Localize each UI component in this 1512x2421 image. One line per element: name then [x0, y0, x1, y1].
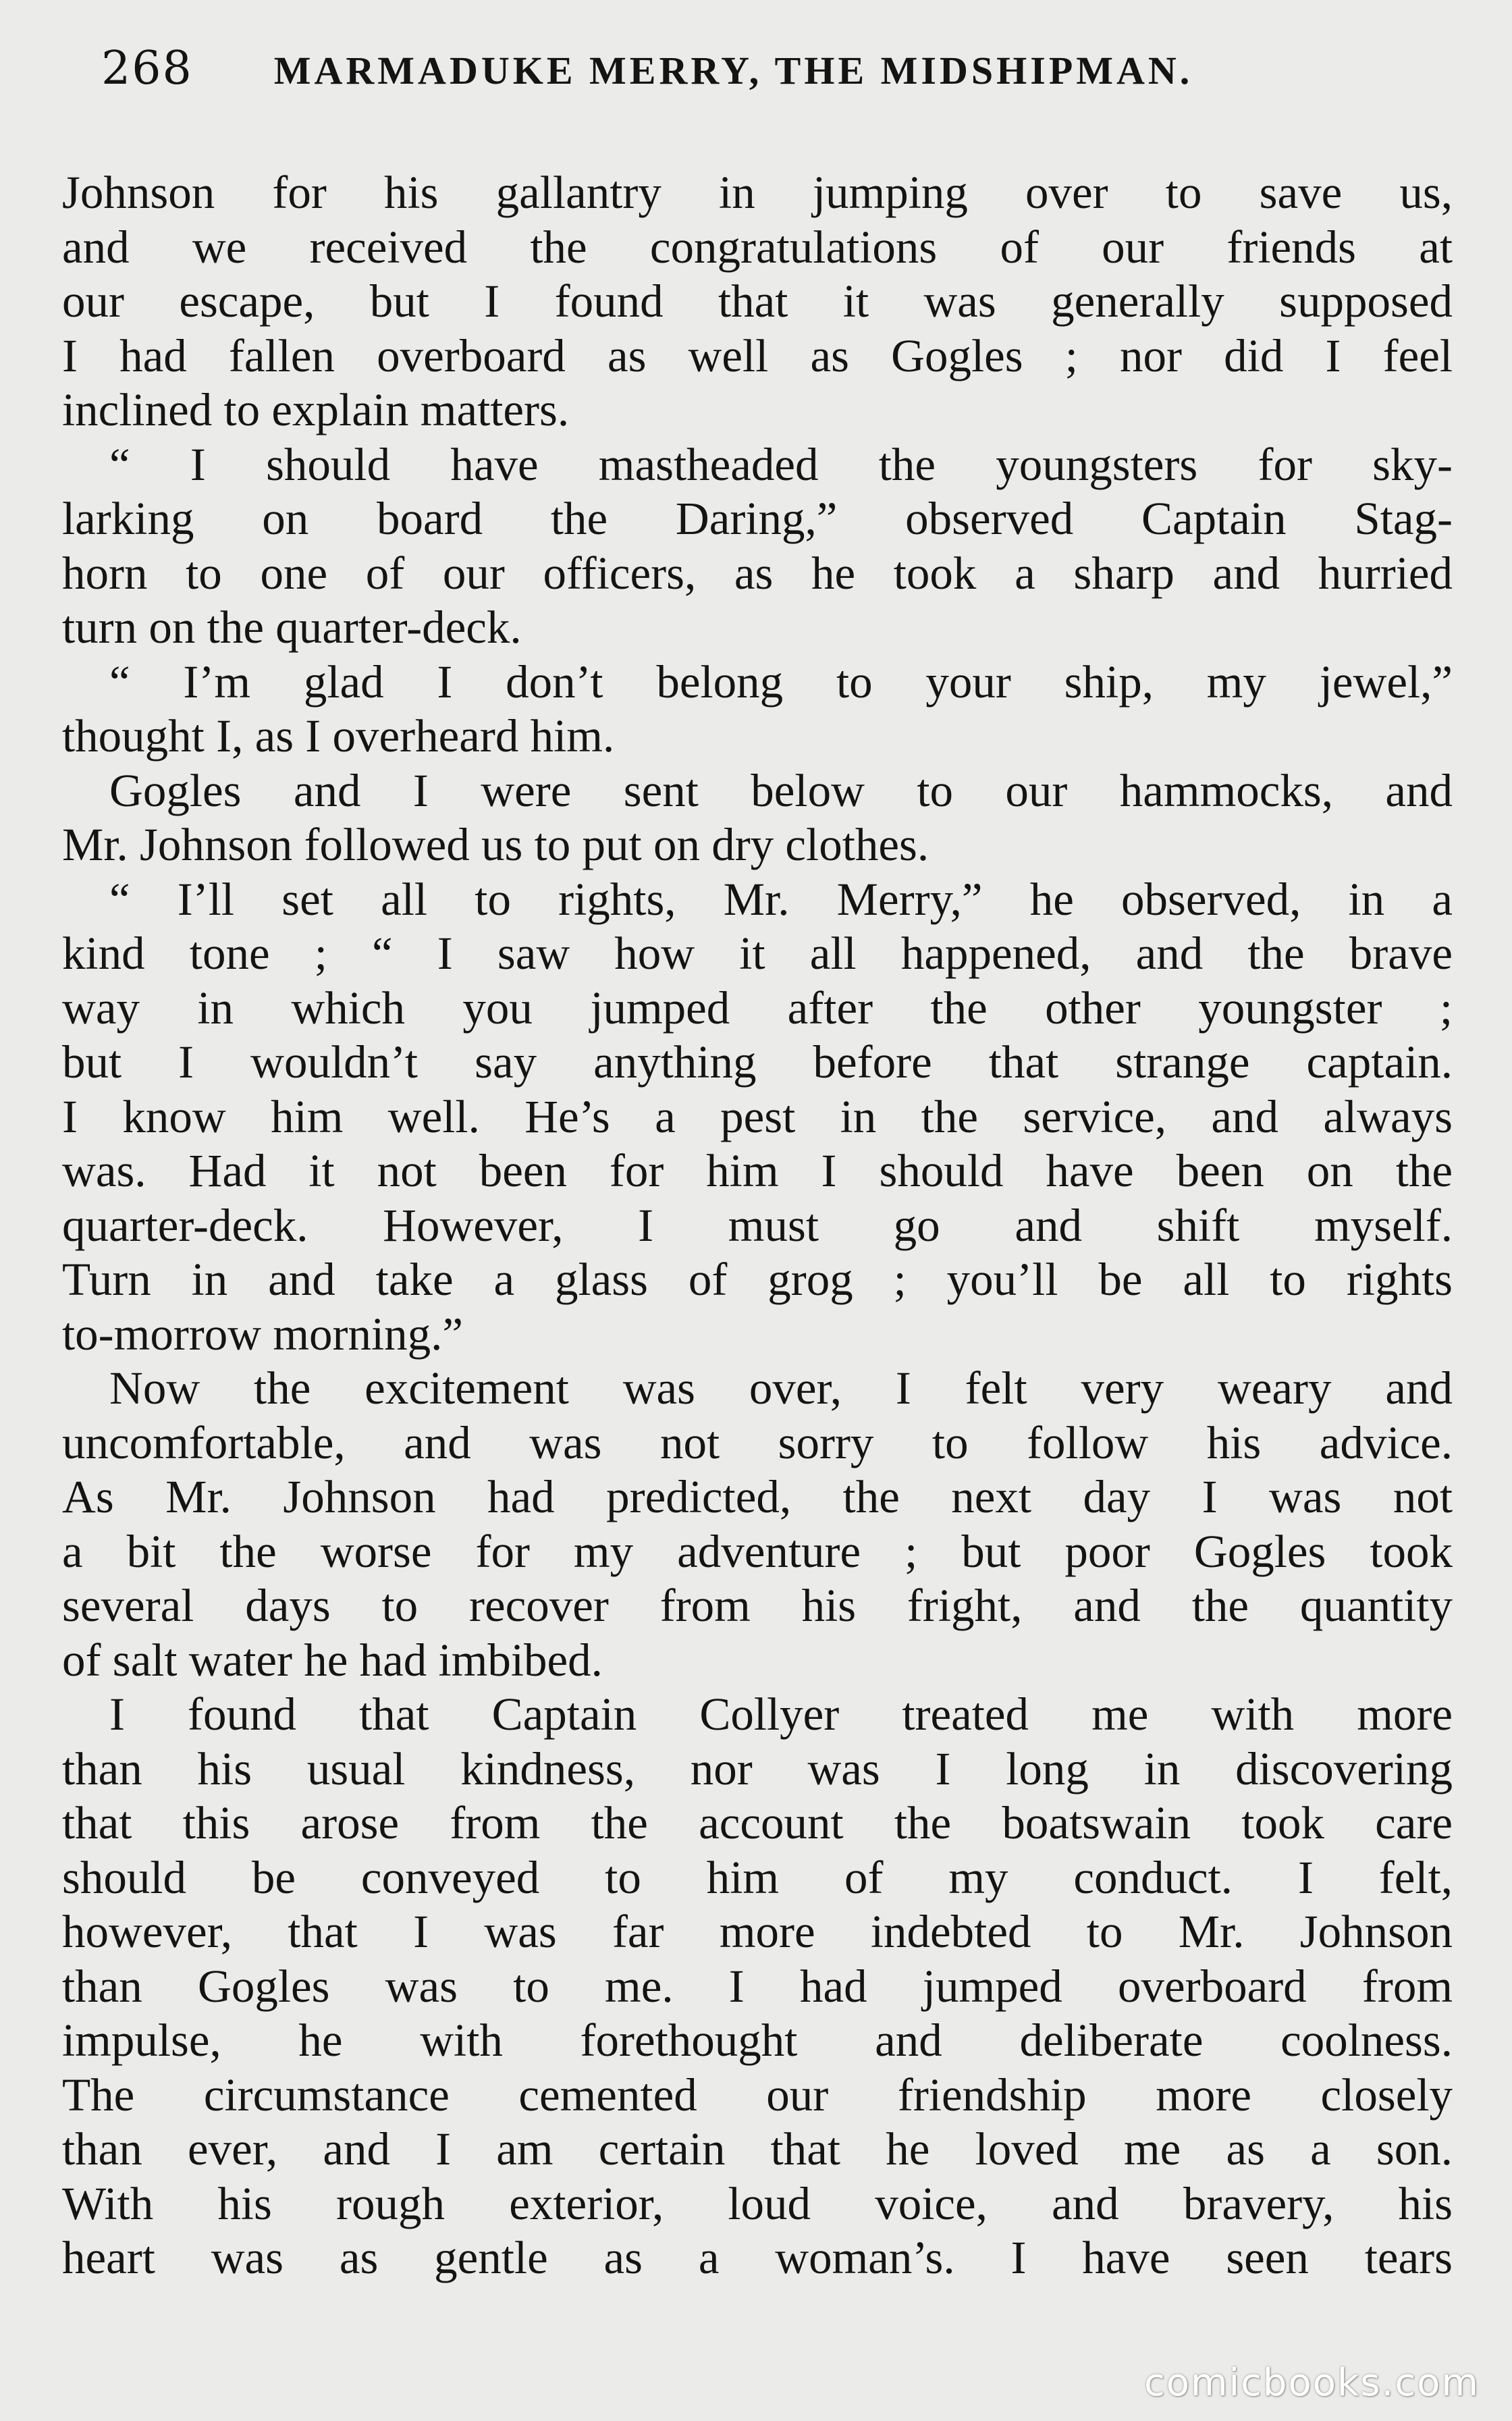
body-text [62, 165, 1453, 2285]
text-line: I know him well. He’s a pest in the service, and always [62, 1090, 1453, 1142]
text-line: “ I’ll set all to rights, Mr. Merry,” he observed, in a [109, 873, 1453, 925]
text-line: however, that I was far more indebted to Mr. Johnson [62, 1906, 1453, 1957]
watermark: comicbooks.com [1143, 2361, 1480, 2405]
text-line: horn to one of our officers, as he took a sharp and hurried [62, 547, 1453, 599]
text-line: than ever, and I am certain that he loved me as a son. [62, 2123, 1453, 2175]
text-line: “ I’m glad I don’t belong to your ship, my jewel,” [109, 656, 1453, 708]
text-line: a bit the worse for my adventure ; but poor Gogles took [62, 1525, 1453, 1577]
text-line: of salt water he had imbibed. [62, 1634, 603, 1686]
text-line: uncomfortable, and was not sorry to follow his advice. [62, 1416, 1453, 1468]
text-line: than his usual kindness, nor was I long in discovering [62, 1742, 1453, 1794]
text-line: several days to recover from his fright, and the quantity [62, 1580, 1453, 1631]
text-line: Johnson for his gallantry in jumping over to save us, [62, 167, 1453, 218]
text-line: our escape, but I found that it was generally supposed [62, 275, 1453, 327]
page-header [101, 42, 1424, 116]
text-line: Turn in and take a glass of grog ; you’ll be all to rights [62, 1254, 1453, 1305]
text-line: impulse, he with forethought and deliberate coolness. [62, 2015, 1453, 2066]
text-line: but I wouldn’t say anything before that strange captain. [62, 1036, 1453, 1088]
text-line: to-morrow morning.” [62, 1308, 464, 1360]
text-line: was. Had it not been for him I should have been on the [62, 1145, 1453, 1196]
text-line: heart was as gentle as a woman’s. I have seen tears [62, 2232, 1453, 2283]
text-line: inclined to explain matters. [62, 384, 570, 435]
text-line: larking on board the Daring,” observed Captain Stag- [62, 493, 1453, 544]
text-line: thought I, as I overheard him. [62, 710, 615, 762]
text-line: than Gogles was to me. I had jumped overboard from [62, 1960, 1453, 2012]
text-line: The circumstance cemented our friendship more closely [62, 2069, 1453, 2121]
text-line: should be conveyed to him of my conduct. I felt, [62, 1851, 1453, 1903]
text-line: Now the excitement was over, I felt very weary and [109, 1362, 1453, 1414]
text-line: “ I should have mastheaded the youngsters for sky- [109, 438, 1453, 490]
text-line: quarter-deck. However, I must go and shift myself. [62, 1199, 1453, 1251]
text-line: and we received the congratulations of our friends at [62, 221, 1453, 273]
text-line: As Mr. Johnson had predicted, the next day I was not [62, 1471, 1453, 1522]
text-line: I had fallen overboard as well as Gogles ; nor did I feel [62, 329, 1453, 381]
text-line: I found that Captain Collyer treated me with more [109, 1688, 1453, 1740]
text-line: With his rough exterior, loud voice, and bravery, his [62, 2177, 1453, 2229]
text-line: way in which you jumped after the other youngster ; [62, 982, 1453, 1034]
page-number: 268 [101, 42, 193, 95]
text-line: that this arose from the account the boatswain took care [62, 1797, 1453, 1848]
text-line: turn on the quarter-deck. [62, 602, 522, 653]
text-line: kind tone ; “ I saw how it all happened, and the brave [62, 928, 1453, 979]
text-line: Mr. Johnson followed us to put on dry clothes. [62, 819, 929, 870]
running-title: MARMADUKE MERRY, THE MIDSHIPMAN. [273, 49, 1193, 92]
text-line: Gogles and I were sent below to our hammocks, and [109, 764, 1453, 816]
